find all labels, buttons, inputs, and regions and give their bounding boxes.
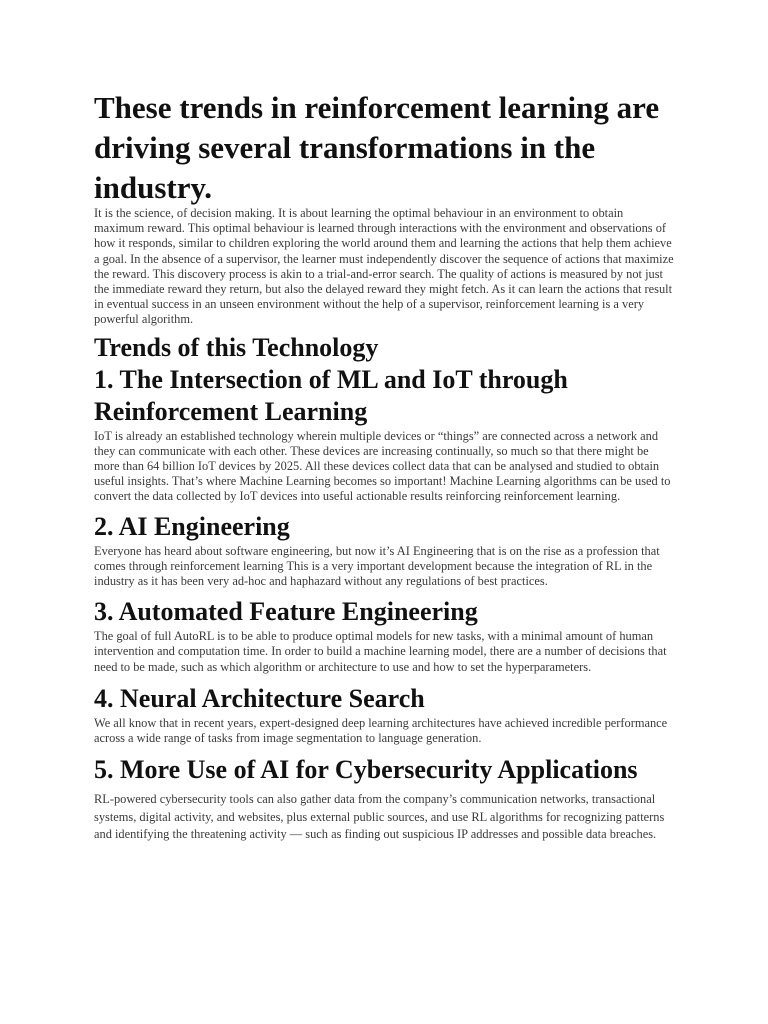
section-body-cybersecurity: RL-powered cybersecurity tools can also gather data from the company’s communication networks, transactional systems, digital activity, and websites, plus external public sources, and use RL algorithms for recognizing patterns and identifying the threatening activity — such as finding out suspicious IP addresses and possible data breaches. [94,792,665,842]
trends-heading: Trends of this Technology [94,332,379,362]
section-heading-ai-engineering: 2. AI Engineering [94,511,290,541]
section-body-neural-architecture-search: We all know that in recent years, expert-designed deep learning architectures have achieved incredible performance across a wide range of tasks from image segmentation to language generation. [94,715,668,746]
section-heading-cybersecurity: 5. More Use of AI for Cybersecurity Applications [94,755,638,785]
section-heading-automated-feature-engineering: 3. Automated Feature Engineering [94,597,478,627]
document-page [94,88,676,844]
section-body-ml-iot: IoT is already an established technology wherein multiple devices or “things” are connected across a network and they can communicate with each other. These devices are increasing continually, so much so that there might be more than 64 billion IoT devices by 2025. All these devices collect data that can be analysed and studied to obtain useful insights. That’s where Machine Learning becomes so important! Machine Learning algorithms can be used to convert the data collected by IoT devices into useful actionable results reinforcing reinforcement learning. [94,428,671,504]
document-title: These trends in reinforcement learning are driving several transformations in the industry. [94,90,660,205]
section-body-automated-feature-engineering: The goal of full AutoRL is to be able to produce optimal models for new tasks, with a minimal amount of human intervention and computation time. In order to build a machine learning model, there are a number of decisions that need to be made, such as which algorithm or architecture to use and how to set the hyperparameters. [94,629,667,674]
intro-paragraph: It is the science, of decision making. It is about learning the optimal behaviour in an environment to obtain maximum reward. This optimal behaviour is learned through interactions with the environment and observations of how it responds, similar to children exploring the world around them and learning the actions that help them achieve a goal. In the absence of a supervisor, the learner must independently discover the sequence of actions that maximize the reward. This discovery process is akin to a trial-and-error search. The quality of actions is measured by not just the immediate reward they return, but also the delayed reward they might fetch. As it can learn the actions that result in eventual success in an unseen environment without the help of a supervisor, reinforcement learning is a very powerful algorithm. [94,206,674,327]
section-heading-neural-architecture-search: 4. Neural Architecture Search [94,683,425,713]
section-body-ai-engineering: Everyone has heard about software engineering, but now it’s AI Engineering that is on the rise as a profession that comes through reinforcement learning This is a very important development because the integration of RL in the industry as it has been very ad-hoc and haphazard without any regulations of best practices. [94,543,660,589]
section-heading-ml-iot: 1. The Intersection of ML and IoT through Reinforcement Learning [94,364,568,426]
